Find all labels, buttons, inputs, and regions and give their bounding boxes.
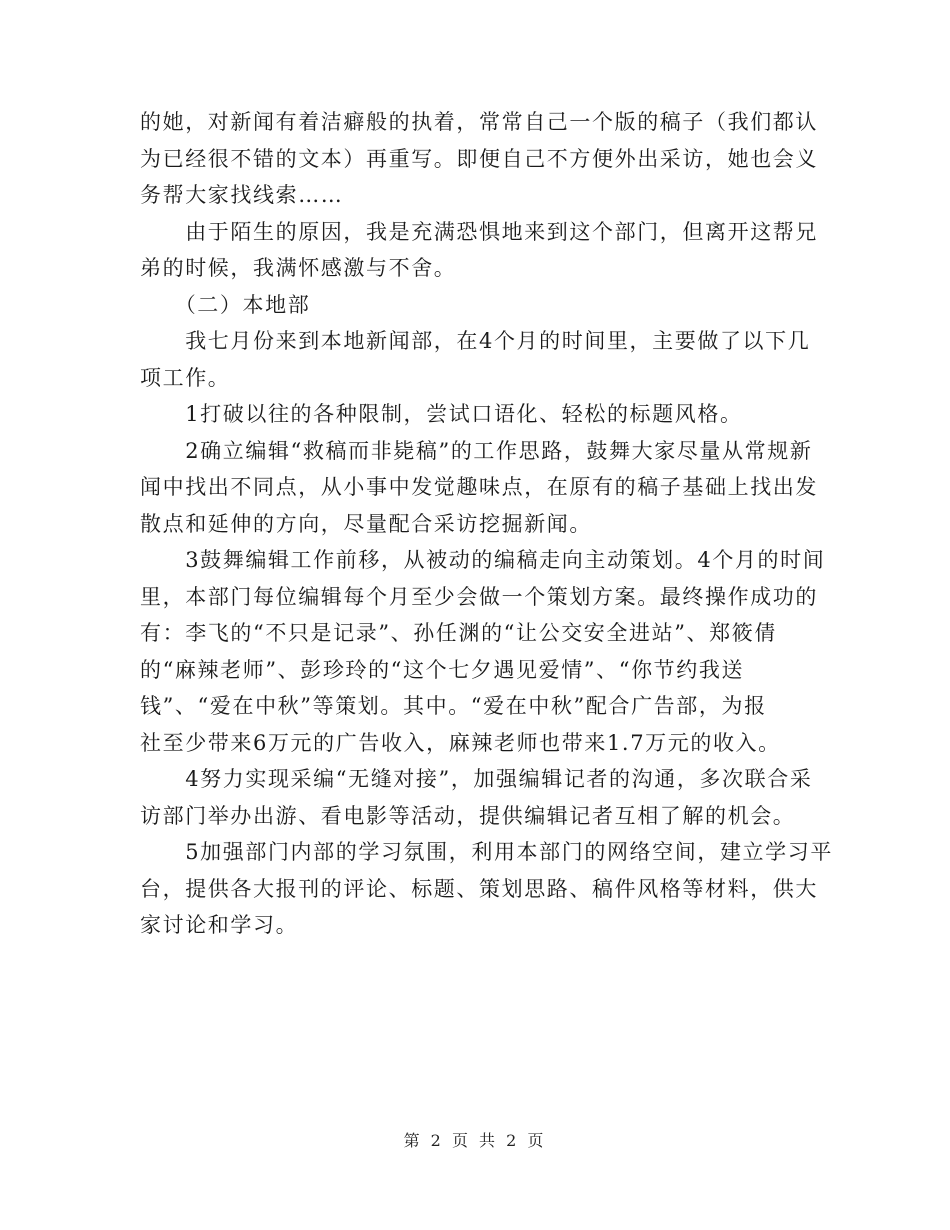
text-line: 弟的时候，我满怀感激与不舍。 [140, 256, 457, 280]
text-line: 1打破以往的各种限制，尝试口语化、轻松的标题风格。 [140, 402, 743, 426]
text-line: 家讨论和学习。 [140, 913, 299, 937]
text-line: 访部门举办出游、看电影等活动，提供编辑记者互相了解的机会。 [140, 803, 796, 828]
text-line: 为已经很不错的文本）再重写。即便自己不方便外出采访，她也会义 [140, 146, 818, 171]
text-line: 2确立编辑“救稿而非毙稿”的工作思路，鼓舞大家尽量从常规新 [140, 438, 813, 463]
page-footer: 第 2 页 共 2 页 [403, 1131, 547, 1150]
text-line: 散点和延伸的方向，尽量配合采访挖掘新闻。 [140, 511, 592, 536]
text-line: 有：李飞的“不只是记录”、孙任渊的“让公交安全进站”、郑筱倩 [140, 621, 777, 645]
text-line: 5加强部门内部的学习氛围，利用本部门的网络空间，建立学习平 [140, 840, 833, 864]
text-line: 3鼓舞编辑工作前移，从被动的编稿走向主动策划。4个月的时间 [140, 548, 826, 572]
text-line: 项工作。 [140, 365, 231, 390]
text-line: 我七月份来到本地新闻部，在4个月的时间里，主要做了以下几 [140, 329, 811, 353]
text-line: 务帮大家找线索…… [140, 183, 344, 207]
text-line: 社至少带来6万元的广告收入，麻辣老师也带来1.7万元的收入。 [140, 730, 781, 755]
text-line: 的“麻辣老师”、彭珍玲的“这个七夕遇见爱情”、“你节约我送 [140, 657, 745, 682]
text-line: 4努力实现采编“无缝对接”，加强编辑记者的沟通，多次联合采 [140, 767, 813, 791]
text-line: 的她，对新闻有着洁癖般的执着，常常自己一个版的稿子（我们都认 [140, 110, 818, 134]
text-line: 里，本部门每位编辑每个月至少会做一个策划方案。最终操作成功的 [140, 584, 818, 609]
text-line: 闻中找出不同点，从小事中发觉趣味点，在原有的稿子基础上找出发 [140, 475, 818, 499]
text-line: 由于陌生的原因，我是充满恐惧地来到这个部门，但离开这帮兄 [140, 219, 818, 244]
text-line: 台，提供各大报刊的评论、标题、策划思路、稿件风格等材料，供大 [140, 876, 818, 901]
section-heading: （二）本地部 [140, 292, 311, 317]
body-text [140, 104, 833, 944]
text-line: 钱”、“爱在中秋”等策划。其中。“爱在中秋”配合广告部，为报 [140, 694, 767, 718]
